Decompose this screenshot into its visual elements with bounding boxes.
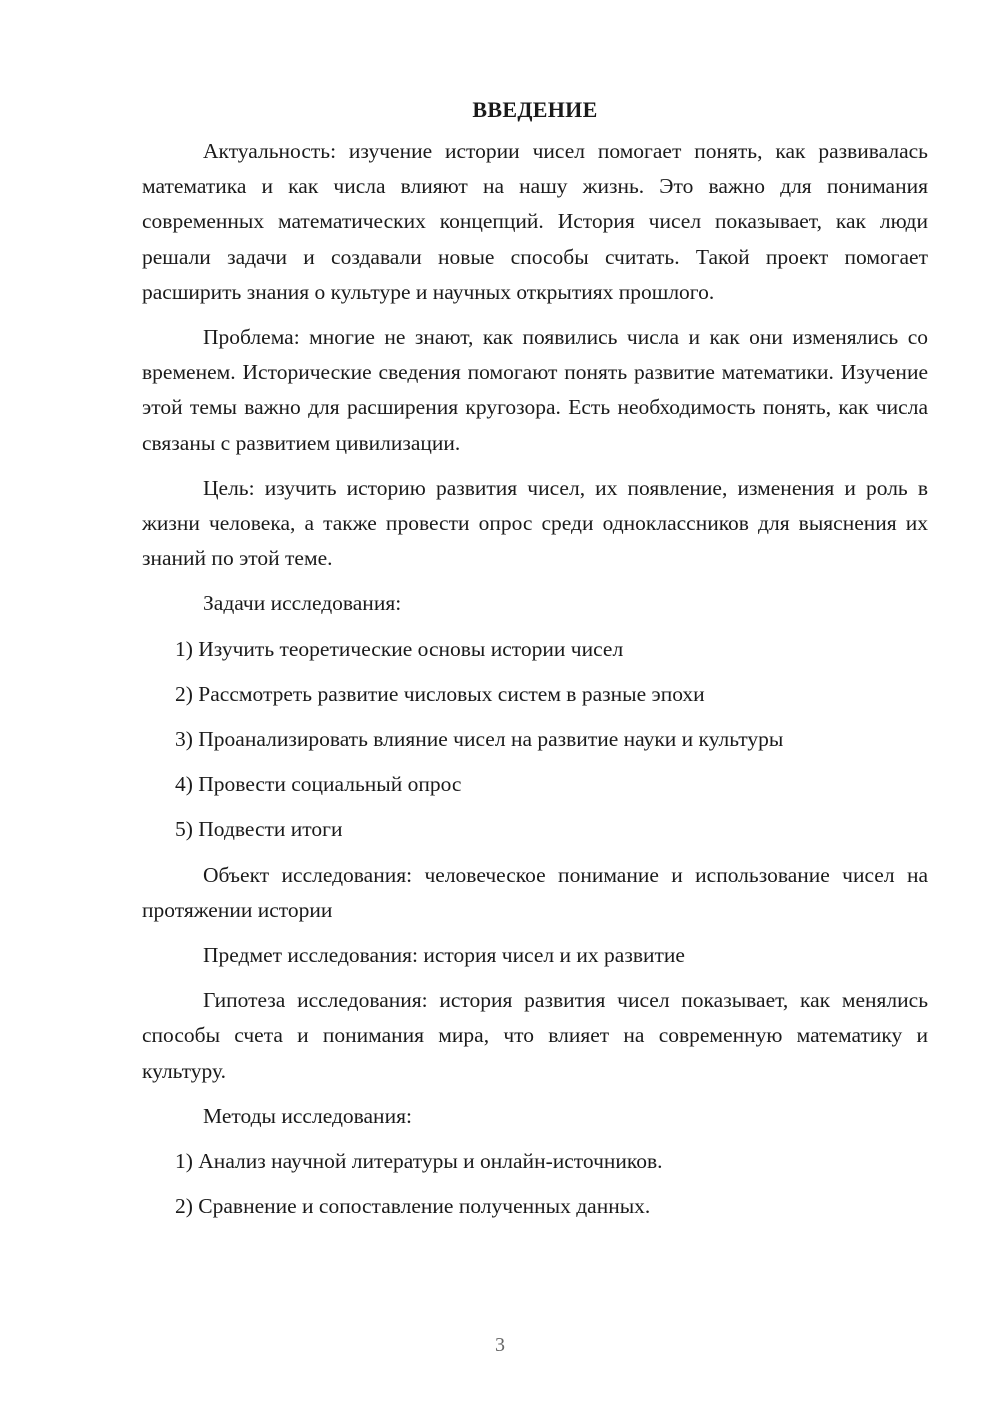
document-page (142, 96, 928, 1234)
task-item-2: 2) Рассмотреть развитие числовых систем в разные эпохи (175, 681, 705, 706)
paragraph-object: Объект исследования: человеческое понимание и использование чисел на протяжении истории (142, 862, 928, 922)
task-item-1: 1) Изучить теоретические основы истории чисел (175, 636, 624, 661)
method-item-2: 2) Сравнение и сопоставление полученных данных. (175, 1194, 651, 1219)
paragraph-relevance: Актуальность: изучение истории чисел помогает понять, как развивалась математика и как числа влияют на нашу жизнь. Это важно для понимания современных математических концепций. История чисел показывает, как люди решали задачи и создавали новые способы считать. Такой проект помогает расширить знания о культуре и научных открытиях прошлого. (142, 139, 928, 304)
paragraph-problem: Проблема: многие не знают, как появились числа и как они изменялись со временем. Исторические сведения помогают понять развитие математики. Изучение этой темы важно для расширения кругозора. Есть необходимость понять, как числа связаны с развитием цивилизации. (142, 325, 928, 455)
task-item-5: 5) Подвести итоги (175, 817, 343, 842)
paragraph-goal: Цель: изучить историю развития чисел, их появление, изменения и роль в жизни человека, а также провести опрос среди одноклассников для выяснения их знаний по этой теме. (142, 475, 928, 571)
page-number: 3 (495, 1334, 505, 1356)
section-title: ВВЕДЕНИЕ (472, 97, 598, 122)
tasks-heading: Задачи исследования: (203, 591, 402, 616)
method-item-1: 1) Анализ научной литературы и онлайн-источников. (175, 1149, 663, 1174)
paragraph-subject: Предмет исследования: история чисел и их развитие (203, 943, 685, 968)
task-item-4: 4) Провести социальный опрос (175, 772, 462, 797)
methods-heading: Методы исследования: (203, 1103, 412, 1128)
paragraph-hypothesis: Гипотеза исследования: история развития чисел показывает, как менялись способы счета и понимания мира, что влияет на современную математику и культуру. (142, 988, 928, 1083)
task-item-3: 3) Проанализировать влияние чисел на развитие науки и культуры (175, 727, 784, 752)
